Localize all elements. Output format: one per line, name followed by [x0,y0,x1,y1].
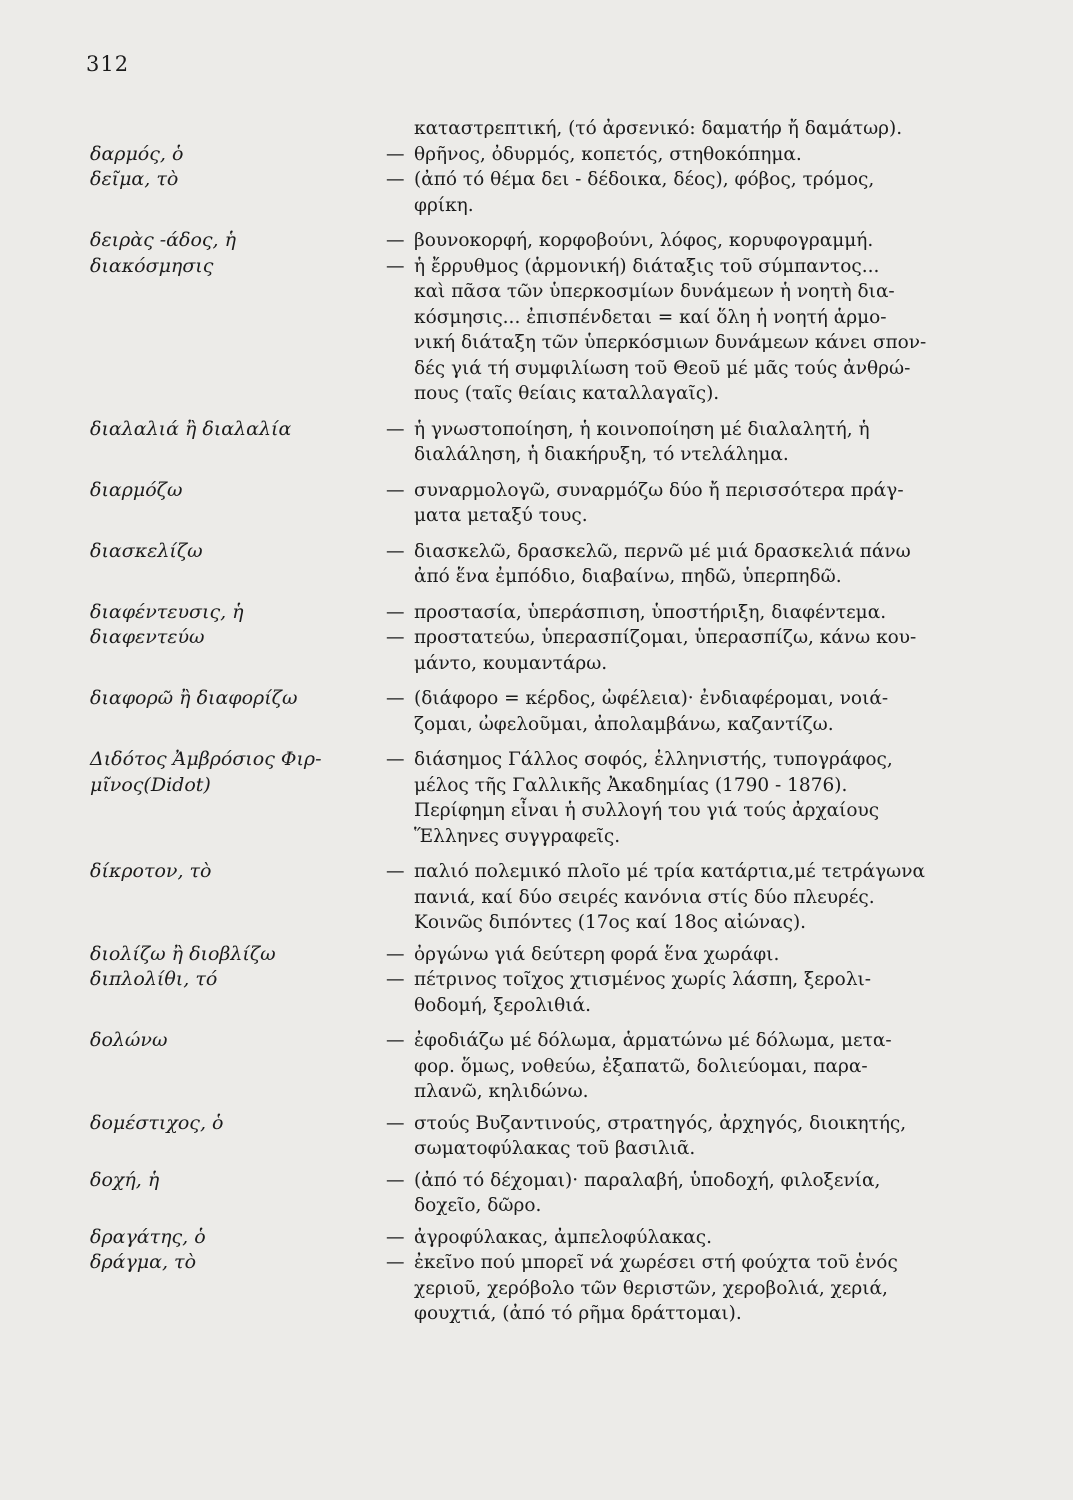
entry-definition [414,417,954,468]
entry-term: διαλαλιά ἢ διαλαλία [90,417,292,440]
glossary-entry [0,859,1073,936]
entry-dash: — [386,540,405,562]
entry-definition [414,116,954,142]
entry-definition [414,1111,954,1162]
entry-definition [414,859,954,936]
entry-dash: — [386,688,405,709]
definition-line: (ἀπό τό θέμα δει - δέδοικα, δέος), φόβος, τρόμος, [414,169,875,190]
entry-term: δίκροτον, τὸ [90,860,212,882]
definition-line: προστατεύω, ὑπερασπίζομαι, ὑπερασπίζω, κάνω κου- [414,627,917,648]
definition-line: θοδομή, ξερολιθιά. [414,994,591,1016]
entry-term: δοχή, ἡ [90,1168,160,1191]
definition-line: στούς Βυζαντινούς, στρατηγός, ἀρχηγός, διοικητής, [414,1112,907,1134]
glossary-entry [0,967,1073,1018]
entry-term: διπλολίθι, τό [90,968,218,990]
entry-dash: — [386,169,405,190]
glossary-entry [0,228,1073,254]
definition-line: ἐφοδιάζω μέ δόλωμα, ἁρματώνω μέ δόλωμα, μετα- [414,1030,892,1051]
entry-term: διαρμόζω [90,478,183,501]
glossary-entry [0,686,1073,737]
definition-line: πανιά, καί δύο σειρές κανόνια στίς δύο πλευρές. [414,886,875,908]
glossary-entry [0,417,1073,468]
entry-term: Διδότος Ἀμβρόσιος Φιρ- μῖνος(Didot) [90,748,322,796]
entry-dash: — [386,1112,405,1134]
entry-dash: — [386,749,405,770]
definition-line: συναρμολογῶ, συναρμόζω δύο ἤ περισσότερα πράγ- [414,479,904,501]
glossary-entry [0,116,1073,142]
entry-term: διασκελίζω [90,539,203,562]
entry-term: διαφέντευσις, ἡ [90,600,244,623]
entry-term: διολίζω ἢ διοβλίζω [90,942,276,965]
definition-line: κόσμησις... ἐπισπένδεται = καί ὅλη ἡ νοητή ἁρμο- [414,306,887,328]
entry-dash: — [386,230,405,251]
entry-dash: — [386,601,405,623]
glossary-entry [0,747,1073,849]
definition-line: καὶ πᾶσα τῶν ὑπερκοσμίων δυνάμεων ἡ νοητὴ δια- [414,281,895,302]
glossary-entry [0,539,1073,590]
definition-line: (ἀπό τό δέχομαι)· παραλαβή, ὑποδοχή, φιλοξενία, [414,1169,881,1191]
glossary-entry [0,1168,1073,1219]
definition-line: σωματοφύλακας τοῦ βασιλιᾶ. [414,1138,696,1159]
glossary-entry [0,1111,1073,1162]
glossary-entry [0,625,1073,676]
definition-line: ἡ γνωστοποίηση, ἡ κοινοποίηση μέ διαλαλητή, ἡ [414,418,870,440]
entry-dash: — [386,255,405,277]
entry-dash: — [386,479,405,501]
glossary-entry [0,1028,1073,1105]
glossary-entry [0,1225,1073,1251]
entry-term: δράγμα, τὸ [90,1251,197,1273]
entry-dash: — [386,143,405,165]
glossary-entry [0,942,1073,968]
entry-definition [414,478,954,529]
glossary-entry [0,1250,1073,1327]
entry-term: διαφορῶ ἢ διαφορίζω [90,687,298,709]
entry-definition [414,167,954,218]
entry-definition [414,254,954,407]
glossary-entry [0,478,1073,529]
entry-definition [414,942,954,968]
entry-term: δαρμός, ὁ [90,142,184,165]
definition-line: πους (ταῖς θείαις καταλλαγαῖς). [414,383,720,404]
definition-line: φορ. ὅμως, νοθεύω, ἐξαπατῶ, δολιεύομαι, παρα- [414,1055,868,1077]
definition-line: φρίκη. [414,194,474,216]
entry-definition [414,967,954,1018]
entry-term: δεῖμα, τὸ [90,168,179,190]
entry-definition [414,747,954,849]
entry-dash: — [386,1030,405,1051]
entry-dash: — [386,1169,405,1191]
glossary-entry [0,600,1073,626]
page-number: 312 [86,52,130,76]
glossary-entry [0,142,1073,168]
entry-dash: — [386,1226,405,1248]
definition-line: πέτρινος τοῖχος χτισμένος χωρίς λάσπη, ξερολι- [414,969,872,990]
glossary-entry [0,167,1073,218]
entry-definition [414,539,954,590]
definition-line: διαλάληση, ἡ διακήρυξη, τό ντελάλημα. [414,444,789,465]
glossary [0,116,1073,1327]
entry-term: διακόσμησις [90,254,214,277]
entry-definition [414,228,954,254]
definition-line: ζομαι, ὠφελοῦμαι, ἀπολαμβάνω, καζαντίζω. [414,713,834,735]
definition-line: μάντο, κουμαντάρω. [414,652,608,674]
definition-line: μέλος τῆς Γαλλικῆς Ἀκαδημίας (1790 - 1876). [414,774,848,796]
entry-definition [414,1028,954,1105]
definition-line: παλιό πολεμικό πλοῖο μέ τρία κατάρτια,μέ τετράγωνα [414,861,925,882]
definition-line: βουνοκορφή, κορφοβούνι, λόφος, κορυφογραμμή. [414,230,874,251]
definition-line: νική διάταξη τῶν ὑπερκόσμιων δυνάμεων κάνει σπον- [414,332,927,353]
definition-line: χεριοῦ, χερόβολο τῶν θεριστῶν, χεροβολιά, χεριά, [414,1277,888,1299]
entry-term: δομέστιχος, ὁ [90,1111,224,1134]
definition-line: διάσημος Γάλλος σοφός, ἑλληνιστής, τυπογράφος, [414,749,893,770]
entry-definition [414,1225,954,1251]
definition-line: θρῆνος, ὀδυρμός, κοπετός, στηθοκόπημα. [414,143,802,165]
entry-term: δραγάτης, ὁ [90,1225,206,1248]
definition-line: ὀργώνω γιά δεύτερη φορά ἕνα χωράφι. [414,943,780,965]
entry-definition [414,625,954,676]
entry-definition [414,686,954,737]
definition-line: ἀγροφύλακας, ἀμπελοφύλακας. [414,1226,712,1248]
definition-line: δές γιά τή συμφιλίωση τοῦ Θεοῦ μέ μᾶς τούς ἀνθρώ- [414,357,911,379]
definition-line: ματα μεταξύ τους. [414,505,588,526]
entry-definition [414,1168,954,1219]
definition-line: (διάφορο = κέρδος, ὠφέλεια)· ἐνδιαφέρομαι, νοιά- [414,688,889,709]
glossary-entry [0,254,1073,407]
entry-dash: — [386,1252,405,1273]
definition-line: δοχεῖο, δῶρο. [414,1195,542,1216]
entry-definition [414,600,954,626]
entry-definition [414,142,954,168]
definition-line: πλανῶ, κηλιδώνω. [414,1081,589,1102]
entry-term: δειρὰς -άδος, ἡ [90,229,236,251]
definition-line: ἀπό ἕνα ἐμπόδιο, διαβαίνω, πηδῶ, ὑπερπηδῶ. [414,566,842,587]
entry-term: διαφεντεύω [90,626,205,648]
definition-line: προστασία, ὑπεράσπιση, ὑποστήριξη, διαφέντεμα. [414,601,887,623]
entry-definition [414,1250,954,1327]
entry-dash: — [386,969,405,990]
entry-term: δολώνω [90,1029,168,1051]
definition-line: ἐκεῖνο πού μπορεῖ νά χωρέσει στή φούχτα τοῦ ἑνός [414,1252,898,1273]
definition-line: καταστρεπτική, (τό ἀρσενικό: δαματήρ ἤ δαμάτωρ). [414,118,903,139]
entry-dash: — [386,861,405,882]
definition-line: φουχτιά, (ἀπό τό ρῆμα δράττομαι). [414,1303,742,1324]
definition-line: Ἕλληνες συγγραφεῖς. [414,825,621,847]
definition-line: Κοινῶς διπόντες (17ος καί 18ος αἰώνας). [414,912,807,933]
entry-dash: — [386,943,405,965]
entry-dash: — [386,627,405,648]
definition-line: ἡ ἔρρυθμος (ἁρμονική) διάταξις τοῦ σύμπαντος... [414,255,880,277]
definition-line: διασκελῶ, δρασκελῶ, περνῶ μέ μιά δρασκελιά πάνω [414,540,911,562]
definition-line: Περίφημη εἶναι ἡ συλλογή του γιά τούς ἀρχαίους [414,800,880,821]
entry-dash: — [386,418,405,440]
